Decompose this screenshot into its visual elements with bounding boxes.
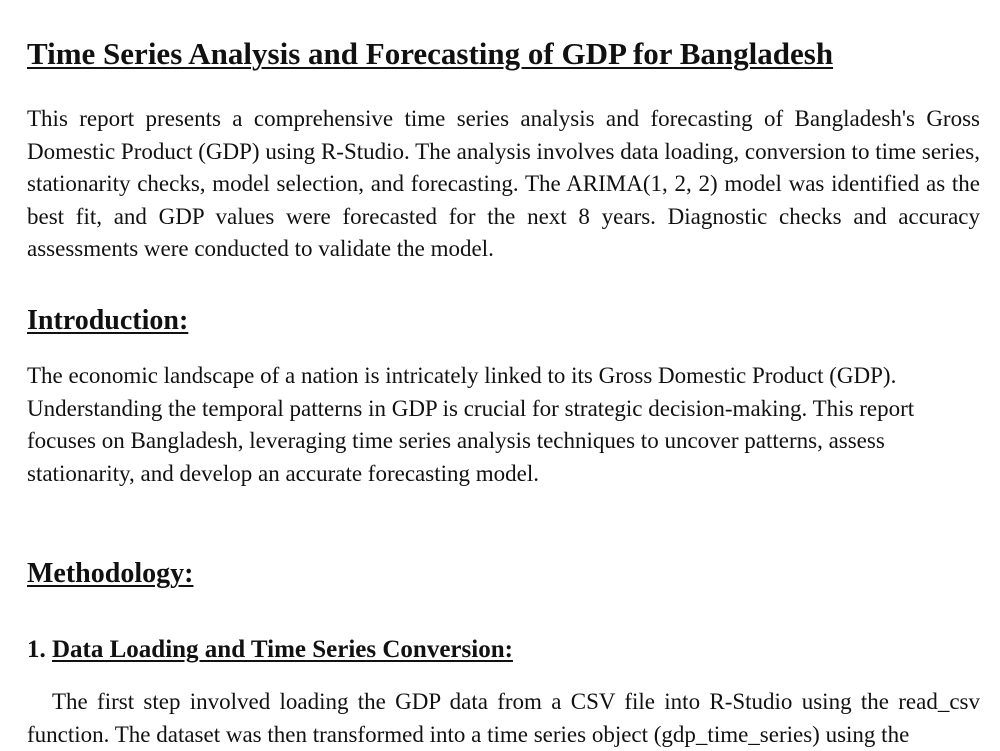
step1-heading [27,636,513,664]
step1-number: 1. [27,636,46,663]
document-title: Time Series Analysis and Forecasting of GDP for Bangladesh [27,36,834,71]
step1-title: Data Loading and Time Series Conversion: [52,636,513,663]
abstract-paragraph: This report presents a comprehensive time series analysis and forecasting of Bangladesh's Gross Domestic Product (GDP) using R-Studio. The analysis involves data loading, conversion to time series, stationarity checks, model selection, and forecasting. The ARIMA(1, 2, 2) model was identified as the best fit, and GDP values were forecasted for the next 8 years. Diagnostic checks and accuracy assessments were conducted to validate the model. [27,106,980,261]
step1-paragraph: The first step involved loading the GDP data from a CSV file into R-Studio using the read_csv function. The dataset was then transformed into a time series object (gdp_time_series) using the [27,689,980,747]
methodology-heading: Methodology: [27,558,194,589]
introduction-paragraph: The economic landscape of a nation is intricately linked to its Gross Domestic Product (GDP). Understanding the temporal patterns in GDP is crucial for strategic decision-making. This report focuses on Bangladesh, leveraging time series analysis techniques to uncover patterns, assess stationarity, and develop an accurate forecasting model. [27,363,915,486]
introduction-heading: Introduction: [27,305,189,336]
